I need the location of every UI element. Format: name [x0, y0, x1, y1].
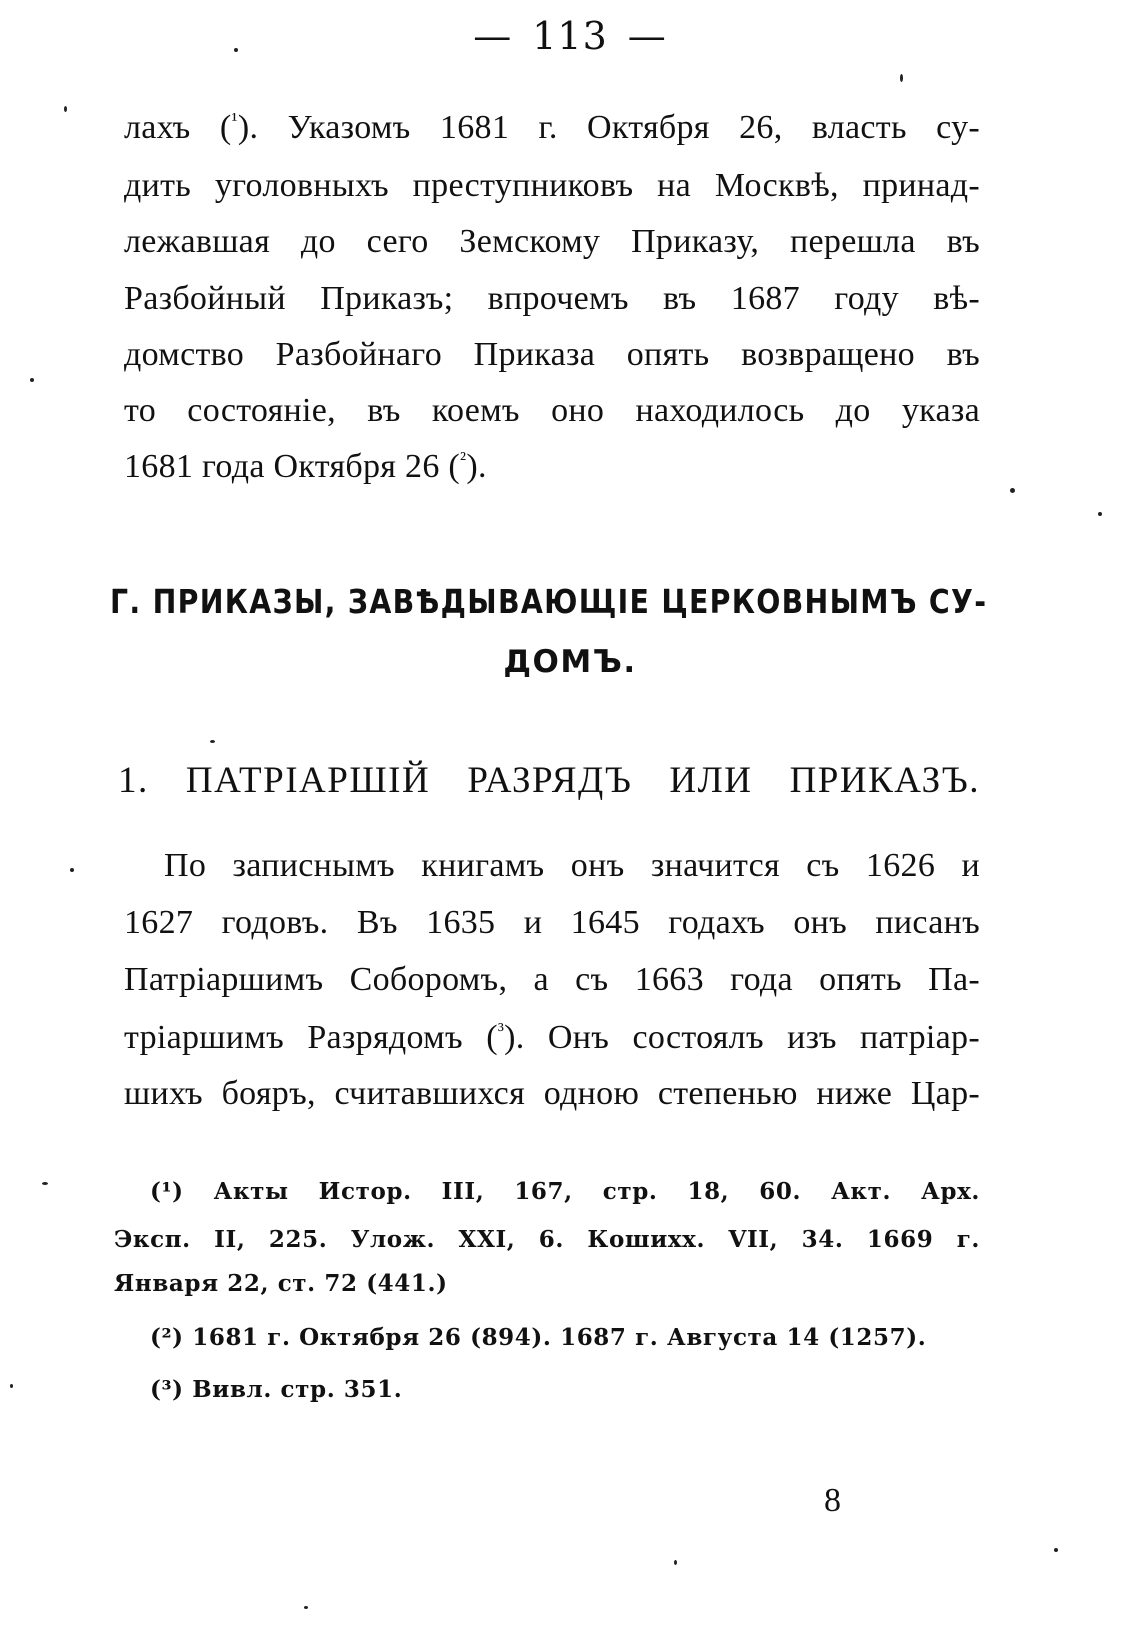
paragraph-1-line-6: то состояніе, въ коемъ оно находилось до указа — [124, 392, 980, 429]
scan-speck — [64, 106, 67, 112]
paragraph-2-line-3: Патріаршимъ Соборомъ, а съ 1663 года опять Па- — [124, 961, 980, 998]
paragraph-2-line-2: 1627 годовъ. Въ 1635 и 1645 годахъ онъ писанъ — [124, 904, 980, 941]
scan-speck — [70, 868, 74, 872]
footnote-ref-2: ² — [460, 448, 467, 470]
scan-speck — [234, 48, 238, 52]
paragraph-1-line-2: дить уголовныхъ преступниковъ на Москвѣ, принад- — [124, 167, 980, 204]
paragraph-2-line-5: шихъ бояръ, считавшихся одною степенью ниже Цар- — [124, 1075, 980, 1112]
scan-speck — [30, 378, 34, 382]
paragraph-1-line-7: 1681 года Октября 26 ($^{^2}$). — [124, 448, 487, 485]
page-number-dash-left: — — [473, 14, 513, 58]
footnote-1-line-1: (¹) Акты Истор. III, 167, стр. 18, 60. Акт. Арх. — [150, 1178, 980, 1205]
page-number-dash-right: — — [627, 14, 667, 58]
paragraph-2-line-4: тріаршимъ Разрядомъ ($^{^3}$). Онъ состоялъ изъ патріар- — [124, 1019, 980, 1056]
scan-speck — [900, 74, 903, 82]
page-number-header — [0, 14, 1140, 58]
footnote-1-line-2: Эксп. II, 225. Улож. XXI, 6. Кошихх. VII, 34. 1669 г. — [114, 1226, 980, 1253]
footnote-1-line-3: Января 22, ст. 72 (441.) — [114, 1270, 448, 1297]
scan-speck — [304, 1606, 308, 1609]
scan-speck — [10, 1384, 13, 1388]
footnote-ref-3: ³ — [497, 1019, 505, 1041]
paragraph-1-line-5: домство Разбойнаго Приказа опять возвращено въ — [124, 336, 980, 373]
scan-speck — [42, 1182, 48, 1185]
scan-speck — [674, 1560, 677, 1565]
scan-speck — [1098, 512, 1102, 516]
section-heading-line-2: ДОМЪ. — [503, 644, 637, 680]
paragraph-1-line-4: Разбойный Приказъ; впрочемъ въ 1687 году вѣ- — [124, 280, 980, 317]
scan-speck — [1054, 1548, 1058, 1552]
footnote-ref-1: ¹ — [231, 109, 238, 131]
paragraph-1-line-3: лежавшая до сего Земскому Приказу, перешла въ — [124, 223, 980, 260]
footnote-2: (²) 1681 г. Октября 26 (894). 1687 г. Августа 14 (1257). — [150, 1324, 927, 1351]
scan-speck — [1010, 488, 1015, 493]
paragraph-2-line-1: По записнымъ книгамъ онъ значится съ 1626 и — [164, 847, 980, 884]
section-heading-line-1: Г. ПРИКАЗЫ, ЗАВѢДЫВАЮЩІЕ ЦЕРКОВНЫМЪ СУ- — [110, 582, 988, 621]
footnote-3: (³) Вивл. стр. 351. — [150, 1376, 403, 1403]
subsection-heading: 1. ПАТРІАРШІЙ РАЗРЯДЪ ИЛИ ПРИКАЗЪ. — [118, 760, 980, 801]
signature-mark: 8 — [824, 1482, 841, 1519]
page-number: 113 — [532, 14, 608, 58]
scan-speck — [210, 740, 215, 743]
paragraph-1-line-1: лахъ ($^{^1}$). Указомъ 1681 г. Октября 26, власть су- — [124, 109, 980, 146]
